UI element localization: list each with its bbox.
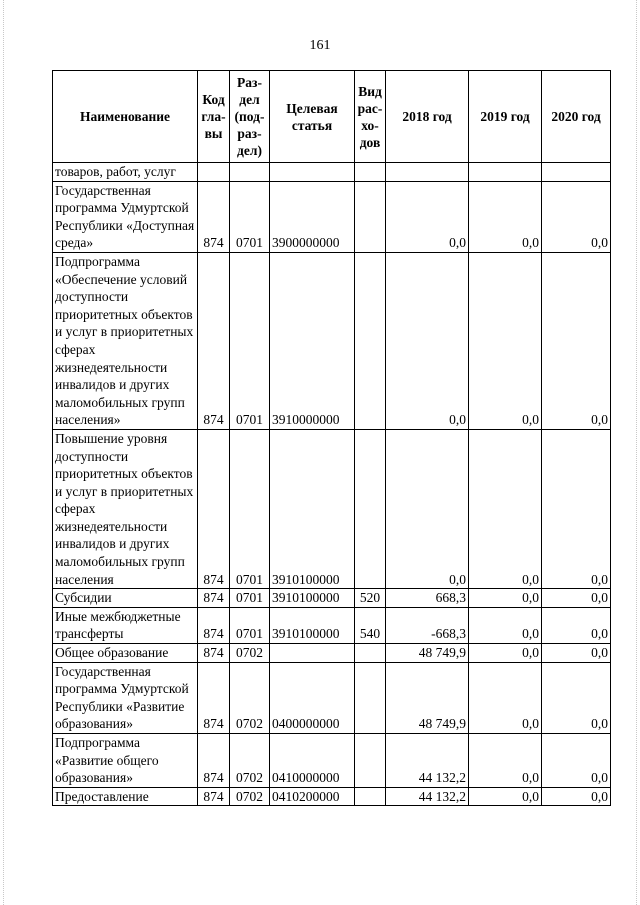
cell-2020: 0,0 [542, 734, 611, 788]
cell-2020: 0,0 [542, 181, 611, 252]
cell-2018: 44 132,2 [386, 787, 469, 806]
cell-code: 874 [198, 181, 230, 252]
cell-name: Государственная программа Удмуртской Республики «Развитие образования» [53, 662, 198, 733]
cell-2018: 0,0 [386, 181, 469, 252]
cell-name: Общее образование [53, 644, 198, 663]
cell-2019: 0,0 [469, 429, 542, 588]
cell-name: Подпрограмма «Развитие общего образования» [53, 734, 198, 788]
table-row [53, 607, 611, 643]
cell-2020 [542, 163, 611, 182]
cell-type [355, 644, 386, 663]
cell-code: 874 [198, 787, 230, 806]
cell-name: Повышение уровня доступности приоритетных объектов и услуг в приоритетных сферах жизнедеятельности инвалидов и других маломобильных групп населения [53, 429, 198, 588]
cell-section: 0701 [230, 429, 270, 588]
cell-2020: 0,0 [542, 662, 611, 733]
table-row [53, 181, 611, 252]
cell-2020: 0,0 [542, 429, 611, 588]
table-row [53, 662, 611, 733]
cell-target: 3910100000 [270, 607, 355, 643]
cell-2020: 0,0 [542, 252, 611, 429]
table-body [53, 163, 611, 806]
header-section: Раз- дел (под- раз- дел) [230, 71, 270, 163]
cell-type [355, 429, 386, 588]
cell-type [355, 163, 386, 182]
header-target: Целевая статья [270, 71, 355, 163]
table-row [53, 252, 611, 429]
cell-2019: 0,0 [469, 589, 542, 608]
cell-target: 3900000000 [270, 181, 355, 252]
page-number: 161 [309, 38, 331, 53]
cell-name: Субсидии [53, 589, 198, 608]
cell-2018: 668,3 [386, 589, 469, 608]
cell-type [355, 662, 386, 733]
cell-2018 [386, 163, 469, 182]
table-row [53, 589, 611, 608]
cell-type [355, 787, 386, 806]
cell-section: 0701 [230, 181, 270, 252]
cell-2019: 0,0 [469, 662, 542, 733]
cell-2019: 0,0 [469, 734, 542, 788]
cell-section [230, 163, 270, 182]
cell-2020: 0,0 [542, 787, 611, 806]
cell-section: 0702 [230, 734, 270, 788]
cell-2019: 0,0 [469, 181, 542, 252]
cell-2018: 48 749,9 [386, 662, 469, 733]
cell-2020: 0,0 [542, 589, 611, 608]
cell-target: 0410200000 [270, 787, 355, 806]
cell-type [355, 252, 386, 429]
cell-2018: -668,3 [386, 607, 469, 643]
cell-section: 0701 [230, 607, 270, 643]
header-name: Наименование [53, 71, 198, 163]
cell-code: 874 [198, 662, 230, 733]
right-scan-edge [630, 0, 637, 905]
cell-target [270, 644, 355, 663]
cell-2019: 0,0 [469, 644, 542, 663]
left-scan-edge [3, 0, 10, 905]
cell-code [198, 163, 230, 182]
cell-target: 3910000000 [270, 252, 355, 429]
cell-type [355, 181, 386, 252]
header-2018: 2018 год [386, 71, 469, 163]
cell-target: 3910100000 [270, 589, 355, 608]
cell-type [355, 734, 386, 788]
cell-section: 0701 [230, 589, 270, 608]
cell-2018: 0,0 [386, 252, 469, 429]
cell-section: 0702 [230, 644, 270, 663]
cell-target [270, 163, 355, 182]
cell-section: 0702 [230, 662, 270, 733]
cell-2019: 0,0 [469, 252, 542, 429]
cell-target: 0410000000 [270, 734, 355, 788]
cell-code: 874 [198, 644, 230, 663]
header-code: Код гла- вы [198, 71, 230, 163]
cell-target: 0400000000 [270, 662, 355, 733]
table-header-row [53, 71, 611, 163]
header-2019: 2019 год [469, 71, 542, 163]
cell-section: 0702 [230, 787, 270, 806]
table-row [53, 787, 611, 806]
table-row [53, 429, 611, 588]
cell-type: 520 [355, 589, 386, 608]
cell-section: 0701 [230, 252, 270, 429]
cell-code: 874 [198, 607, 230, 643]
cell-type: 540 [355, 607, 386, 643]
cell-code: 874 [198, 734, 230, 788]
table-row [53, 644, 611, 663]
cell-2019: 0,0 [469, 787, 542, 806]
cell-2018: 0,0 [386, 429, 469, 588]
budget-table [52, 70, 611, 806]
table-row [53, 163, 611, 182]
cell-name: товаров, работ, услуг [53, 163, 198, 182]
cell-2020: 0,0 [542, 607, 611, 643]
cell-name: Предоставление [53, 787, 198, 806]
header-2020: 2020 год [542, 71, 611, 163]
cell-2018: 48 749,9 [386, 644, 469, 663]
cell-code: 874 [198, 252, 230, 429]
cell-name: Государственная программа Удмуртской Республики «Доступная среда» [53, 181, 198, 252]
header-type: Вид рас- хо- дов [355, 71, 386, 163]
cell-2019 [469, 163, 542, 182]
cell-2019: 0,0 [469, 607, 542, 643]
cell-2020: 0,0 [542, 644, 611, 663]
cell-2018: 44 132,2 [386, 734, 469, 788]
cell-name: Иные межбюджетные трансферты [53, 607, 198, 643]
cell-name: Подпрограмма «Обеспечение условий доступности приоритетных объектов и услуг в приоритетных сферах жизнедеятельности инвалидов и других маломобильных групп населения» [53, 252, 198, 429]
cell-code: 874 [198, 429, 230, 588]
table-row [53, 734, 611, 788]
cell-code: 874 [198, 589, 230, 608]
cell-target: 3910100000 [270, 429, 355, 588]
